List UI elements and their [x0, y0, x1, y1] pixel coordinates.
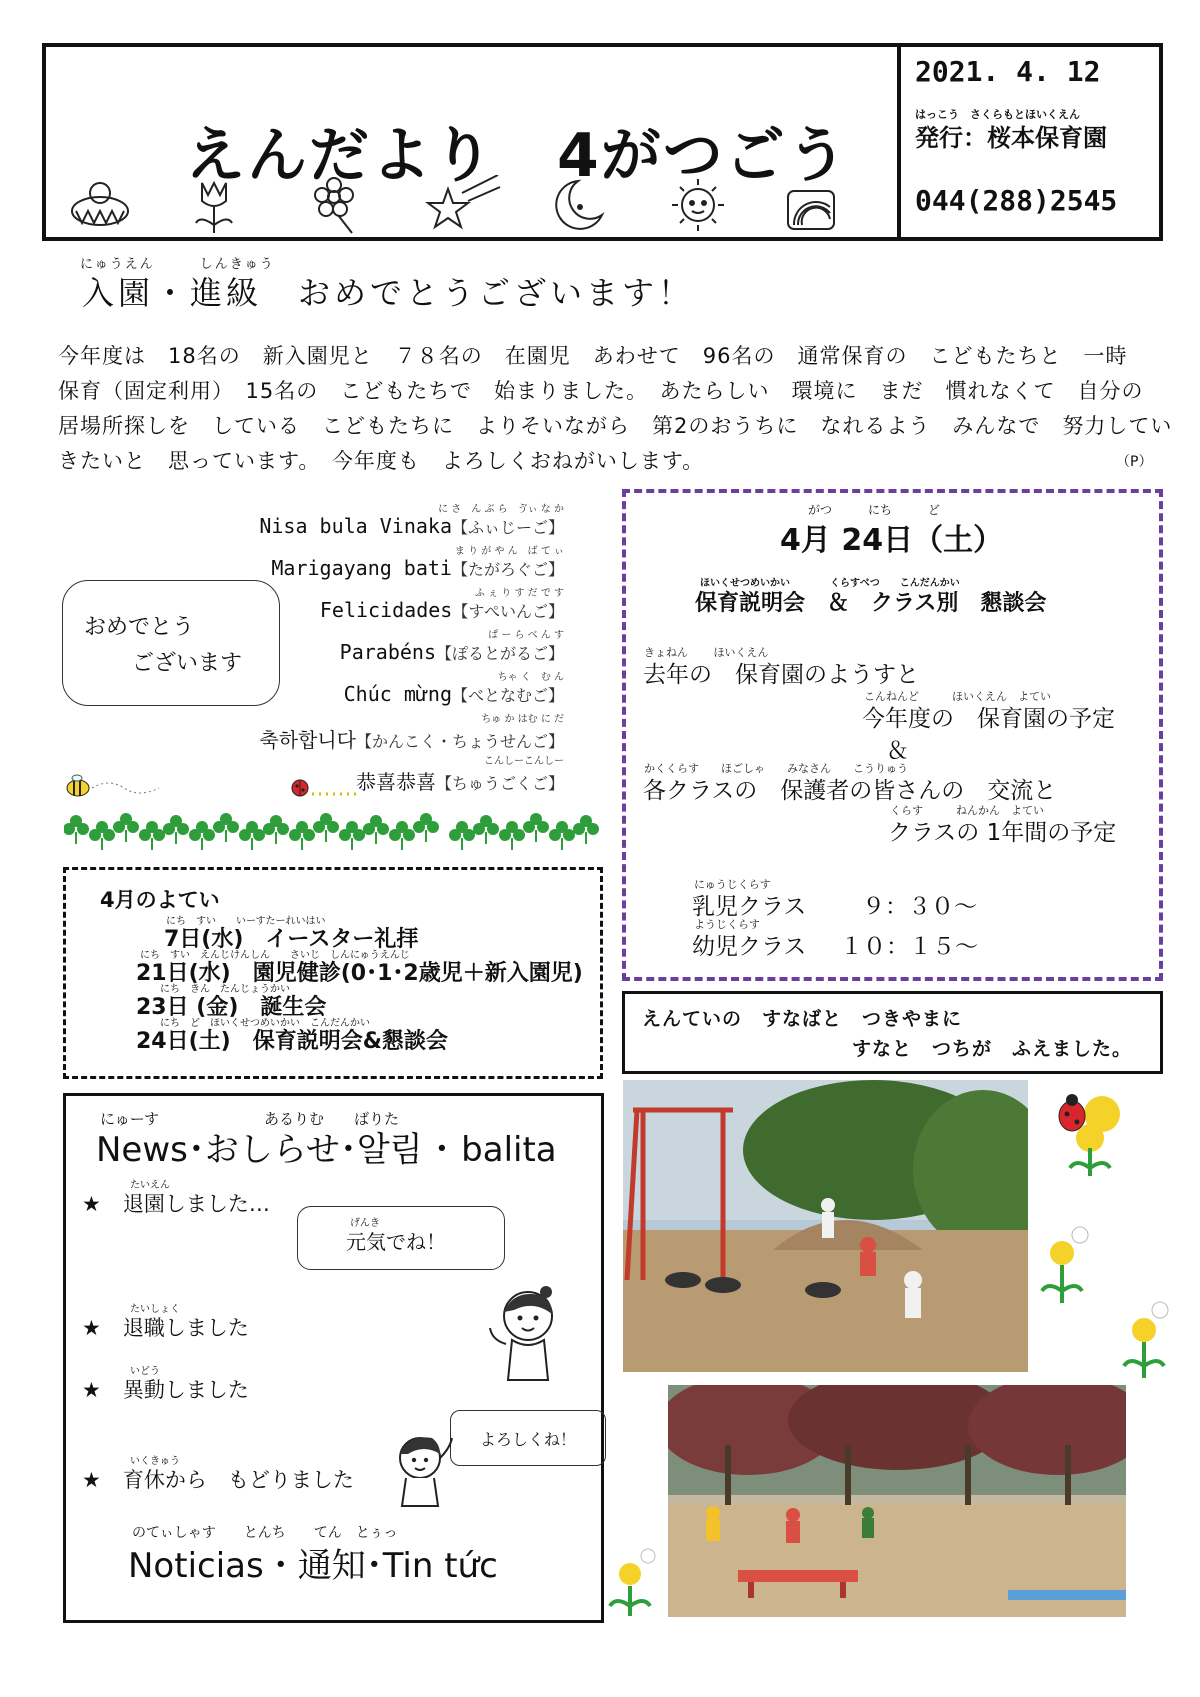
- moon-icon: [556, 181, 602, 229]
- tulip-icon: [196, 183, 232, 233]
- boy-waving-icon: [388, 1428, 458, 1508]
- clover-border: [64, 812, 600, 852]
- girl-waving-icon: [484, 1280, 564, 1390]
- star-icon: ★: [82, 1316, 101, 1340]
- event-line: 各クラスの 保護者の皆さんの 交流と: [643, 778, 1057, 804]
- event-line: ＆: [886, 738, 909, 764]
- lang-ruby: ふ ぇ り す だ で す: [474, 588, 564, 599]
- schedule-ruby: にち ど ほいくせつめいかい こんだんかい: [160, 1018, 370, 1029]
- intro-line: 居場所探しを している こどもたちに よりそいながら 第2のおうちに なれるよう みんなで 努力してい: [58, 414, 1173, 438]
- news-title-ruby: にゅーす あるりむ ばりた: [100, 1110, 399, 1128]
- publisher: 発行：桜本保育園: [915, 124, 1107, 152]
- issue-date: 2021. 4. 12: [915, 55, 1101, 88]
- star-icon: ★: [82, 1192, 101, 1216]
- news-item-ruby: いくきゅう: [130, 1456, 180, 1467]
- event-line: クラスの 1年間の予定: [888, 820, 1117, 846]
- speech-bubble-text: よろしくね！: [480, 1430, 577, 1449]
- class-time: ９：３０～: [862, 894, 977, 920]
- news-item: ★ 退園しました…: [82, 1192, 270, 1216]
- lang-ruby: ま り が や ん ば て ぃ: [454, 546, 564, 557]
- publisher-ruby: はっこう さくらもとほいくえん: [915, 108, 1080, 121]
- shooting-star-icon: [428, 175, 500, 227]
- event-line: 去年の 保育園のようすと: [643, 662, 919, 688]
- noticias-ruby: のてぃしゃす とんち てん とぅっ: [132, 1525, 398, 1541]
- intro-line: 保育（固定利用） 15名の こどもたちで 始まりました。 あたらしい 環境に まだ 慣れなくて 自分の: [58, 379, 1144, 403]
- class-name: 幼児クラス: [692, 934, 807, 960]
- dandelion-icon: [608, 1548, 668, 1618]
- news-item-ruby: たいえん: [130, 1180, 170, 1191]
- lang-greeting: Marigayang bati【たがろぐご】: [271, 556, 564, 580]
- header-divider: [897, 43, 901, 241]
- playground-photo: [623, 1080, 1028, 1372]
- ladybug-icon: [290, 776, 370, 800]
- dandelion-icon: [1120, 1300, 1180, 1380]
- greeting-ruby: にゅうえん しんきゅう: [80, 257, 275, 272]
- news-item-ruby: たいしょく: [130, 1304, 180, 1315]
- lang-greeting: 恭喜恭喜【ちゅうごくご】: [355, 770, 564, 794]
- news-item: ★ 退職しました: [82, 1316, 249, 1340]
- lang-ruby: に さ ん ぶ ら ゔぃ な か: [438, 504, 564, 515]
- lang-ruby: ちゃ く む ん: [497, 672, 564, 683]
- news-title: News･おしらせ･알림 ･ balita: [96, 1130, 557, 1170]
- schedule-item: 21日(水) 園児健診(0･1･2歳児＋新入園児): [136, 961, 583, 986]
- event-line: 今年度の 保育園の予定: [862, 706, 1115, 732]
- event-line-ruby: かくくらす ほごしゃ みなさん こうりゅう: [644, 762, 908, 775]
- sandbox-photo: [668, 1385, 1126, 1617]
- class-name: 乳児クラス: [692, 894, 807, 920]
- speech-bubble-ruby: げんき: [350, 1218, 380, 1229]
- news-item-ruby: いどう: [130, 1366, 160, 1377]
- ladybug-dandelion-icon: [1050, 1088, 1130, 1178]
- event-title: 保育説明会 ＆ クラス別 懇談会: [695, 591, 1047, 616]
- intro-signature: （P）: [1116, 454, 1153, 470]
- lang-ruby: ちゅ か はむ に だ: [481, 714, 564, 725]
- greeting-heading: 入園・進級 おめでとうございます！: [82, 274, 695, 312]
- intro-line: きたいと 思っています。 今年度も よろしくおねがいします。: [58, 449, 705, 473]
- sandbox-note-line: すなと つちが ふえました。: [852, 1038, 1133, 1060]
- rainbow-icon: [788, 191, 834, 229]
- bee-icon: [64, 774, 174, 800]
- lang-greeting: Felicidades【すぺいんご】: [319, 598, 564, 622]
- header-icons: [68, 175, 888, 235]
- class-ruby: にゅうじくらす: [694, 878, 771, 891]
- lang-greeting: Parabéns【ぽるとがるご】: [339, 640, 564, 664]
- dandelion-icon: [1040, 1225, 1100, 1305]
- flower-icon: [315, 178, 353, 233]
- class-ruby: ようじくらす: [694, 918, 760, 931]
- newsletter-title: えんだより 4がつごう: [185, 121, 849, 191]
- event-title-ruby: ほいくせつめいかい くらすべつ こんだんかい: [700, 578, 960, 589]
- news-item: ★ 異動しました: [82, 1378, 249, 1402]
- sun-icon: [672, 179, 724, 231]
- event-line-ruby: くらす ねんかん よてい: [890, 804, 1044, 817]
- event-date: 4月 24日（土）: [780, 523, 1004, 558]
- class-time: １０：１５～: [840, 934, 978, 960]
- lang-greeting: Chúc mừng【べとなむご】: [343, 682, 564, 706]
- event-date-ruby: がつ にち ど: [808, 503, 941, 517]
- intro-line: 今年度は 18名の 新入園児と ７８名の 在園児 あわせて 96名の 通常保育の こどもたちと 一時: [58, 344, 1128, 368]
- event-line-ruby: きょねん ほいくえん: [644, 646, 769, 659]
- sandbox-note-line: えんていの すなばと つきやまに: [642, 1008, 963, 1030]
- news-item: ★ 育休から もどりました: [82, 1468, 354, 1492]
- star-icon: ★: [82, 1468, 101, 1492]
- noticias-heading: Noticias・通知･Tin tức: [128, 1546, 498, 1586]
- speech-bubble-text: おめでとう ございます: [84, 615, 243, 676]
- schedule-ruby: にち すい いーすたーれいはい: [166, 916, 326, 927]
- chick-icon: [72, 183, 128, 225]
- star-icon: ★: [82, 1378, 101, 1402]
- speech-bubble-text: 元気でね！: [346, 1230, 446, 1254]
- lang-ruby: ぱ ー ら べ ん す: [488, 630, 564, 641]
- schedule-title: 4月のよてい: [100, 888, 220, 912]
- schedule-item: 24日(土) 保育説明会&懇談会: [136, 1029, 448, 1054]
- schedule-ruby: にち きん たんじょうかい: [160, 984, 290, 995]
- schedule-ruby: にち すい えんじけんしん さいじ しんにゅうえんじ: [140, 950, 410, 961]
- lang-greeting: 축하합니다【かんこく・ちょうせんご】: [259, 728, 564, 752]
- schedule-item: 7日(水) イースター礼拝: [164, 927, 419, 952]
- lang-ruby: こんしーこんしー: [484, 756, 564, 767]
- lang-greeting: Nisa bula Vinaka【ふぃじーご】: [259, 514, 564, 538]
- schedule-item: 23日 (金) 誕生会: [136, 995, 327, 1020]
- event-line-ruby: こんねんど ほいくえん よてい: [864, 690, 1051, 703]
- phone-number: 044(288)2545: [915, 184, 1118, 217]
